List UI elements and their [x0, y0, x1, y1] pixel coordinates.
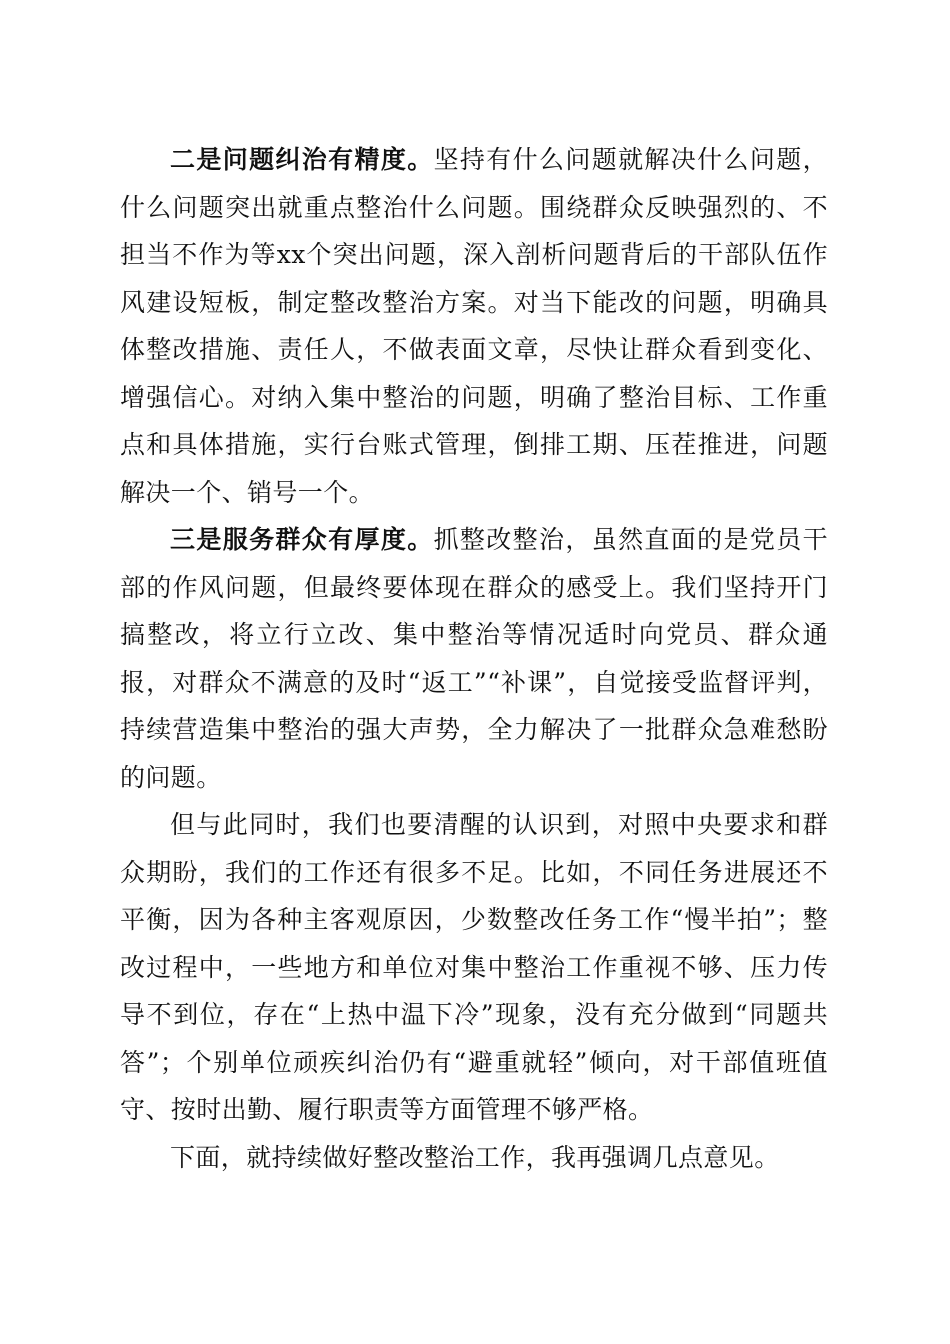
paragraph-transition — [120, 1134, 828, 1182]
paragraph-heading: 二是问题纠治有精度。 — [170, 145, 434, 174]
paragraph-text: 但与此同时，我们也要清醒的认识到，对照中央要求和群众期盼，我们的工作还有很多不足。比如，不同任务进展还不平衡，因为各种主客观原因，少数整改任务工作“慢半拍”；整改过程中，一些地方和单位对集中整治工作重视不够、压力传导不到位，存在“上热中温下冷”现象，没有充分做到“同题共答”；个别单位顽疾纠治仍有“避重就轻”倾向，对干部值班值守、按时出勤、履行职责等方面管理不够严格。 — [120, 810, 828, 1124]
paragraph-text: 坚持有什么问题就解决什么问题，什么问题突出就重点整治什么问题。围绕群众反映强烈的、不担当不作为等xx个突出问题，深入剖析问题背后的干部队伍作风建设短板，制定整改整治方案。对当下能改的问题，明确具体整改措施、责任人，不做表面文章，尽快让群众看到变化、增强信心。对纳入集中整治的问题，明确了整治目标、工作重点和具体措施，实行台账式管理，倒排工期、压茬推进，问题解决一个、销号一个。 — [120, 145, 828, 507]
paragraph-shortcomings — [120, 801, 828, 1134]
document-body — [120, 136, 828, 1181]
paragraph-text: 抓整改整治，虽然直面的是党员干部的作风问题，但最终要体现在群众的感受上。我们坚持开门搞整改，将立行立改、集中整治等情况适时向党员、群众通报，对群众不满意的及时“返工”“补课”，自觉接受监督评判，持续营造集中整治的强大声势，全力解决了一批群众急难愁盼的问题。 — [120, 525, 828, 792]
paragraph-text: 下面，就持续做好整改整治工作，我再强调几点意见。 — [170, 1142, 780, 1172]
paragraph-problem-correction — [120, 136, 828, 516]
paragraph-heading: 三是服务群众有厚度。 — [170, 525, 434, 554]
paragraph-serving-masses — [120, 516, 828, 801]
